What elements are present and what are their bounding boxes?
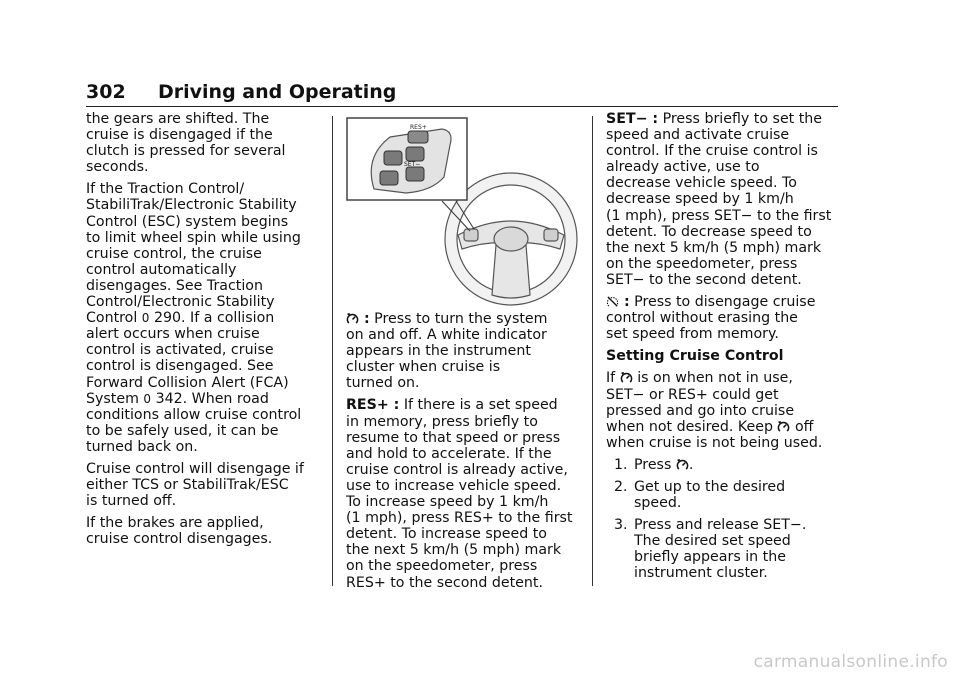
text-column-1 xyxy=(86,111,326,553)
cancel-cruise-icon xyxy=(606,295,619,308)
cruise-control-icon xyxy=(777,420,790,433)
set-label: SET− xyxy=(404,161,421,168)
column-divider xyxy=(332,116,333,586)
paragraph: If the brakes are applied, cruise control disengages. xyxy=(86,515,273,548)
paragraph: the gears are shifted. The cruise is disengaged if the clutch is pressed for several seconds. xyxy=(86,111,286,176)
cruise-control-icon xyxy=(676,458,689,471)
steps-list xyxy=(606,457,844,582)
paragraph: : Press to turn the system on and off. A white indicator appears in the instrument cluster when cruise is turned on. xyxy=(346,311,548,392)
paragraph: RES+ : If there is a set speed in memory, press briefly to resume to that speed or press and hold to accelerate. If the cruise control is already active, use to increase vehicle speed. To increase speed by 1 km/h (1 mph), press RES+ to the first detent. To increase speed to the next 5 km/h (5 mph) mark on the speedometer, press RES+ to the second detent. xyxy=(346,397,573,591)
list-item: 2. Get up to the desired speed. xyxy=(614,478,786,512)
page-header xyxy=(86,80,838,107)
section-title: Driving and Operating xyxy=(158,81,397,103)
cruise-control-icon xyxy=(620,371,633,384)
subheading: Setting Cruise Control xyxy=(606,348,784,365)
button-inset xyxy=(347,118,467,200)
paragraph: SET− : Press briefly to set the speed and activate cruise control. If the cruise control is already active, use to decrease vehicle speed. To decrease speed by 1 km/h (1 mph), press SET− to the first detent. To decrease speed to the next 5 km/h (5 mph) mark on the speedometer, press SET− to the second detent. xyxy=(606,111,832,288)
column-divider xyxy=(592,116,593,586)
paragraph: Cruise control will disengage if either TCS or StabiliTrak/ESC is turned off. xyxy=(86,460,304,510)
cruise-control-icon xyxy=(346,312,359,325)
page-number: 302 xyxy=(86,81,126,103)
paragraph: : Press to disengage cruise control without erasing the set speed from memory. xyxy=(606,294,816,343)
list-item: 1. Press . xyxy=(614,456,694,473)
text-column-3 xyxy=(606,111,844,588)
steering-wheel-figure xyxy=(346,117,584,307)
text-column-2 xyxy=(346,311,584,597)
cross-reference-icon: 0 xyxy=(141,311,150,326)
res-label: RES+ xyxy=(410,124,427,131)
list-item: 3. Press and release SET−. The desired set speed briefly appears in the instrument cluster. xyxy=(614,517,807,582)
watermark: carmanualsonline.info xyxy=(753,652,948,672)
paragraph: If the Traction Control/ StabiliTrak/Electronic Stability Control (ESC) system begins to limit wheel spin while using cruise control, the cruise control automatically disengages. See Traction Control/Electronic Stability Control 0 290. If a collision alert occurs when cruise control is activated, cruise control is disengaged. See Forward Collision Alert (FCA) System 0 342. When road conditions allow cruise control to be safely used, it can be turned back on. xyxy=(86,181,302,455)
cross-reference-icon: 0 xyxy=(143,391,152,406)
paragraph: If is on when not in use, SET− or RES+ could get pressed and go into cruise when not desired. Keep off when cruise is not being used. xyxy=(606,370,823,451)
